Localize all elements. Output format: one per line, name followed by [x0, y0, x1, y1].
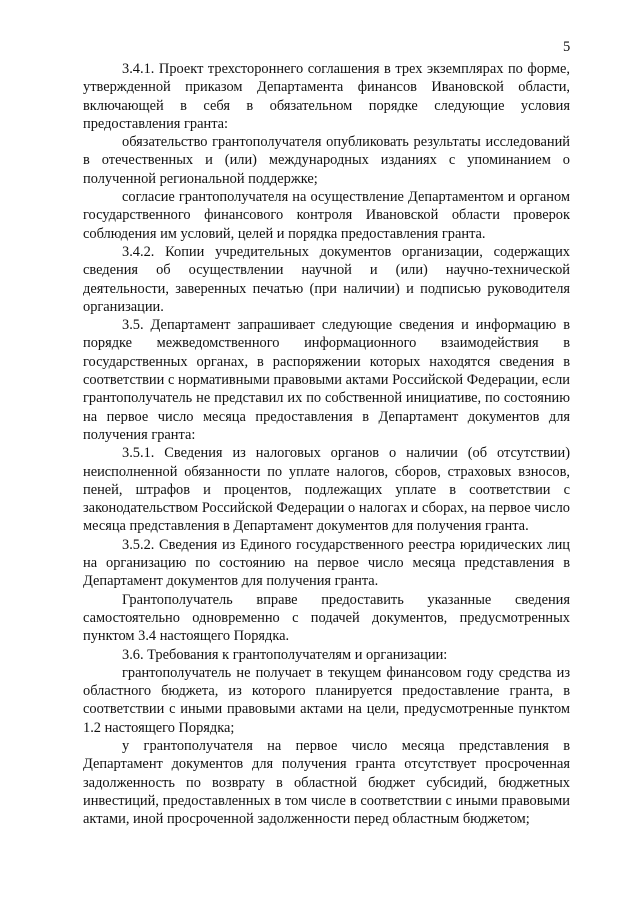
paragraph-grantee-right: Грантополучатель вправе предоставить указанные сведения самостоятельно одновременно с подачей документов, предусмотренных пунктом 3.4 настоящего Порядка.	[83, 591, 570, 645]
paragraph-consent-inspection: согласие грантополучателя на осуществление Департаментом и органом государственного финансового контроля Ивановской области проверок соблюдения им условий, целей и порядка предоставления гранта.	[83, 189, 570, 242]
paragraph-3-4-1: 3.4.1. Проект трехстороннего соглашения в трех экземплярах по форме, утвержденной приказом Департамента финансов Ивановской области, включающей в себя в обязательном порядке следующие условия предоставления гранта:	[83, 61, 570, 132]
page-number: 5	[563, 39, 571, 55]
paragraph-obligation-publish: обязательство грантополучателя опубликовать результаты исследований в отечественных и (или) международных изданиях с упоминанием о полученной региональной поддержке;	[83, 134, 570, 187]
paragraph-3-5-1: 3.5.1. Сведения из налоговых органов о наличии (об отсутствии) неисполненной обязанности по уплате налогов, сборов, страховых взносов, пеней, штрафов и процентов, подлежащих уплате в соответствии с законодательством Российской Федерации о налогах и сборах, на первое число месяца представления в Департамент документов для получения гранта.	[83, 445, 570, 535]
paragraph-requirement-no-funds: грантополучатель не получает в текущем финансовом году средства из областного бюджета, из которого планируется предоставление гранта, в соответствии с иными правовыми актами на цели, предусмотренные пунктом 1.2 настоящего Порядка;	[83, 664, 570, 736]
paragraph-3-4-2: 3.4.2. Копии учредительных документов организации, содержащих сведения об осуществлении научной и (или) научно-технической деятельности, заверенных печатью (при наличии) и подписью руководителя организации.	[83, 243, 570, 315]
paragraph-requirement-no-debt: у грантополучателя на первое число месяца представления в Департамент документов для получения гранта отсутствует просроченная задолженность по возврату в областной бюджет субсидий, бюджетных инвестиций, предоставленных в том числе в соответствии с иными правовыми актами, иной просроченной задолженности перед областным бюджетом;	[83, 737, 570, 828]
paragraph-3-5: 3.5. Департамент запрашивает следующие сведения и информацию в порядке межведомственного информационного взаимодействия в государственных органах, в распоряжении которых находятся сведения в соответствии с нормативными правовыми актами Российской Федерации, если грантополучатель не представил их по собственной инициативе, по состоянию на первое число месяца предоставления в Департамент документов для получения гранта:	[83, 317, 570, 443]
paragraph-3-5-2: 3.5.2. Сведения из Единого государственного реестра юридических лиц на организацию по состоянию на первое число месяца представления в Департамент документов для получения гранта.	[83, 536, 570, 590]
paragraph-3-6: 3.6. Требования к грантополучателям и организации:	[122, 646, 448, 663]
document-body	[83, 60, 570, 828]
